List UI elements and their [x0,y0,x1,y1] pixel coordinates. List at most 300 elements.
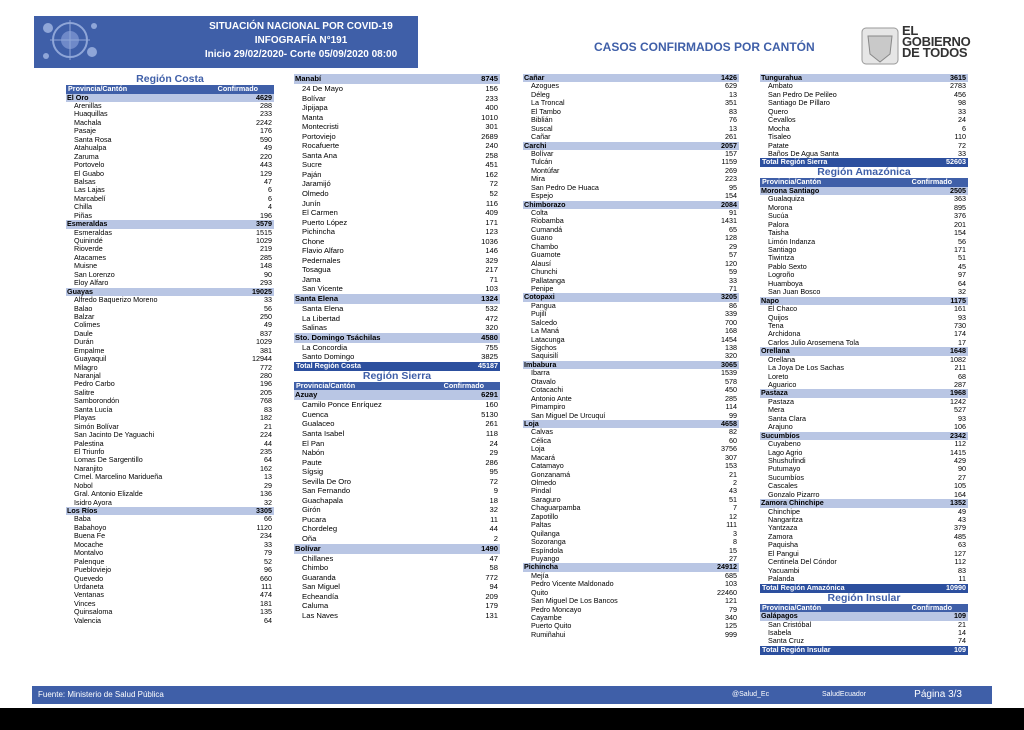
province-row-value: 8745 [481,74,498,83]
canton-row [294,429,500,439]
canton-row-name: Calvas [531,427,553,437]
header-banner [34,16,418,68]
canton-row-value: 472 [485,313,498,323]
canton-row-value: 131 [485,610,498,620]
canton-row-value: 162 [485,169,498,179]
province-row-name: Manabí [295,74,322,83]
canton-row-name: Mocache [74,539,104,549]
province-row [523,420,739,428]
province-row-name: Carchi [524,140,547,150]
canton-row-name: Quilanga [531,528,560,538]
canton-row [523,302,739,310]
province-row-name: Esmeraldas [67,219,108,229]
canton-row-name: Archidona [768,329,801,339]
canton-row-value: 456 [954,89,966,99]
canton-row-value: 72 [958,140,966,150]
canton-row [760,212,968,220]
canton-row [294,199,500,209]
canton-row-value: 95 [489,467,498,477]
canton-row-value: 340 [725,613,737,622]
region-title: Región Sierra [362,369,432,382]
canton-row-name: Zapotillo [531,511,559,521]
canton-row-value: 1539 [721,368,737,378]
canton-row [294,419,500,429]
canton-row-name: Marcabelí [74,193,106,203]
canton-row [294,458,500,468]
canton-row-value: 118 [485,429,498,438]
region-total-row [760,646,968,655]
canton-row-name: Nangaritza [768,515,803,525]
canton-row-value: 168 [725,326,737,336]
canton-row-name: Nobol [74,480,93,490]
canton-row-value: 288 [260,101,272,111]
canton-row [294,265,500,275]
canton-row-value: 72 [489,179,498,189]
province-row-value: 1426 [721,73,737,82]
province-row-value: 3205 [721,292,737,302]
canton-row-value: 32 [489,505,498,515]
canton-row-name: Pichincha [302,227,335,237]
canton-row-name: La Concordia [302,342,348,352]
canton-row-name: Playas [74,413,96,423]
region-total-row-value: 52603 [946,157,966,167]
canton-row-value: 450 [725,385,737,395]
canton-row-name: Chilla [74,202,92,212]
canton-row-name: Limón Indanza [768,236,816,246]
canton-row [294,160,500,170]
canton-row [294,151,500,161]
canton-row-name: Espejo [531,191,553,201]
canton-row-value: 409 [485,208,498,218]
canton-row-name: Las Lajas [74,185,105,195]
page-title: CASOS CONFIRMADOS POR CANTÓN [594,40,815,54]
canton-row-name: Pastaza [768,396,794,406]
page-number: Página 3/3 [914,689,962,700]
header-line1: SITUACIÓN NACIONAL POR COVID-19 [209,21,393,32]
canton-row-name: Quevedo [74,573,104,583]
canton-row [523,631,739,639]
canton-row [294,592,500,602]
canton-row [294,439,500,449]
canton-row-name: Quinsaloma [74,607,113,617]
canton-row-value: 111 [726,520,737,530]
canton-row [294,113,500,123]
canton-row-value: 451 [485,160,498,170]
province-row-value: 2505 [950,185,966,195]
canton-row [760,398,968,406]
canton-row-name: Pindal [531,486,551,496]
canton-row-name: Pucara [302,514,327,524]
canton-row-value: 27 [729,553,737,563]
province-row-value: 1968 [950,388,966,398]
canton-row-name: El Pan [302,438,325,448]
canton-row-name: Simón Bolívar [74,421,119,431]
canton-row-value: 64 [264,455,272,465]
canton-row [66,305,274,313]
province-row-value: 1175 [950,295,966,305]
canton-row-value: 59 [729,267,737,277]
canton-row-name: Colimes [74,320,100,330]
canton-row [294,467,500,477]
canton-row-name: Montúfar [531,165,560,175]
province-row-name: Galápagos [761,611,798,621]
canton-row-value: 201 [954,219,966,229]
canton-row-name: Mera [768,405,785,415]
canton-row-value: 629 [725,81,737,91]
canton-row [294,170,500,180]
canton-row-name: Logroño [768,270,795,280]
canton-row-name: El Chaco [768,304,798,314]
canton-row-value: 86 [729,300,737,310]
facebook-handle[interactable]: SaludEcuador [822,691,866,698]
canton-row-value: 43 [729,486,737,496]
canton-row-value: 2 [493,534,498,544]
canton-row-value: 13 [264,472,272,482]
canton-row-name: Aguarico [768,380,797,390]
column-header [66,85,274,94]
canton-row-name: Tiwintza [768,253,795,263]
province-row-name: Pichincha [524,562,558,572]
canton-row-value: 125 [725,621,737,631]
canton-row-name: Cotacachi [531,385,563,395]
canton-row-value: 63 [958,540,966,550]
canton-row-value: 76 [729,115,737,125]
canton-row-name: Saraguro [531,494,561,504]
canton-row-name: Isidro Ayora [74,497,112,507]
canton-row-name: Yantzaza [768,523,798,533]
canton-row-name: Mira [531,174,545,184]
canton-row-name: Vinces [74,598,96,608]
canton-row-value: 474 [260,590,272,600]
canton-row-value: 233 [485,93,498,103]
canton-row-value: 99 [729,410,737,420]
canton-row [760,364,968,372]
canton-row-name: 24 De Mayo [302,84,343,93]
canton-row [294,132,500,142]
canton-row-value: 110 [954,132,966,142]
canton-row-name: Portoviejo [302,131,336,141]
canton-row-name: Sozoranga [531,537,566,547]
province-row-value: 3065 [721,359,737,369]
canton-row-name: Montalvo [74,548,104,558]
canton-row-name: Biblián [531,115,553,125]
canton-row-name: Tulcán [531,157,553,167]
canton-row-value: 71 [489,274,498,284]
canton-row-value: 52 [264,556,272,566]
canton-row-value: 90 [264,269,272,279]
canton-row [294,323,500,333]
canton-row [760,621,968,629]
canton-row-value: 29 [264,480,272,490]
canton-row-value: 1029 [256,236,272,246]
canton-row-value: 3 [733,528,737,538]
canton-row [294,122,500,132]
canton-row-value: 82 [729,427,737,437]
canton-row-name: Bolívar [302,93,326,103]
canton-row-value: 153 [725,461,737,471]
canton-row-value: 6 [962,123,966,133]
canton-row [66,170,274,178]
footer-bar [32,686,992,704]
canton-row-value: 837 [260,328,272,338]
twitter-handle[interactable]: @Salud_Ec [732,691,770,698]
canton-row-name: Balzar [74,311,95,321]
canton-row-value: 301 [485,122,498,132]
region-total-row-name: Total Región Amazónica [762,582,845,592]
canton-row [294,573,500,583]
canton-row-name: Chunchi [531,267,558,277]
canton-row-name: San Pedro De Pelileo [768,89,837,99]
canton-row-name: Atahualpa [74,143,107,153]
canton-row-value: 261 [725,132,737,142]
canton-row [760,133,968,141]
canton-row-name: Sevilla De Oro [302,476,351,486]
canton-row-value: 18 [489,495,498,505]
region-total-row-name: Total Región Insular [762,644,831,654]
canton-row-value: 329 [485,255,498,265]
canton-row-value: 93 [958,312,966,322]
canton-row [760,288,968,296]
canton-row-name: Baños De Agua Santa [768,148,839,158]
canton-row-name: San Miguel [302,582,340,592]
province-row-name: Tungurahua [761,73,802,82]
canton-row-value: 4 [268,202,272,212]
canton-row-name: San Cristóbal [768,619,812,629]
canton-row-value: 351 [725,98,737,108]
canton-row-name: Guachapala [302,495,343,505]
canton-row-name: Arenillas [74,101,102,111]
region-total-row-name: Total Región Costa [296,360,361,370]
canton-row-value: 269 [725,165,737,175]
canton-row-value: 443 [260,160,272,170]
canton-row [66,279,274,287]
canton-row-name: Macará [531,452,555,462]
canton-row-value: 485 [954,531,966,541]
header-province: Provincia/Cantón [68,84,128,93]
canton-row-name: Puerto Quito [531,621,572,631]
canton-row-name: Quito [531,587,549,597]
canton-row-value: 11 [958,574,966,584]
canton-row-value: 157 [725,148,737,158]
canton-row [294,94,500,104]
canton-row [523,125,739,133]
canton-row-name: Atacames [74,252,106,262]
canton-row-value: 1431 [721,216,737,226]
bottom-bar [0,708,1024,730]
canton-row-value: 160 [485,400,498,410]
canton-row-name: San Lorenzo [74,269,115,279]
canton-row-name: Sucre [302,160,322,170]
canton-row-name: Daule [74,328,93,338]
canton-row-value: 233 [260,109,272,119]
canton-row-name: Nabón [302,448,325,458]
canton-row-value: 7 [733,503,737,513]
canton-row-name: Zaruma [74,151,99,161]
canton-row-name: El Guabo [74,168,104,178]
canton-row-value: 181 [260,598,272,608]
canton-row [760,125,968,133]
canton-row [523,428,739,436]
region-total-row-value: 109 [954,644,966,654]
canton-row-value: 66 [264,514,272,524]
canton-row-name: Oña [302,534,317,544]
canton-row-value: 33 [958,148,966,158]
canton-row-name: Salinas [302,323,327,333]
canton-row [294,284,500,294]
canton-row-name: Gualaceo [302,419,335,429]
canton-row-name: Montecristi [302,122,339,132]
canton-row-value: 293 [260,278,272,288]
canton-row-value: 220 [260,151,272,161]
canton-row-value: 91 [729,208,737,217]
region-total-row-value: 45187 [478,360,498,370]
canton-row-value: 363 [954,194,966,204]
canton-row-value: 12944 [252,354,272,364]
canton-row [760,116,968,124]
canton-row-value: 13 [729,123,737,133]
canton-row [294,275,500,285]
canton-row [523,133,739,141]
province-row-name: Pastaza [761,388,788,398]
canton-row-value: 240 [485,141,498,151]
canton-row-value: 235 [260,446,272,456]
header-province: Provincia/Cantón [762,177,822,187]
canton-row-value: 83 [264,404,272,414]
canton-row-name: Zamora [768,531,793,541]
canton-row-value: 71 [729,283,737,293]
canton-row-value: 182 [260,413,272,423]
canton-row-name: Muisne [74,261,98,271]
canton-row-name: Santo Domingo [302,352,355,362]
province-row [523,563,739,571]
province-row-name: Zamora Chinchipe [761,498,824,508]
canton-row-name: San Juan Bosco [768,287,821,297]
canton-row-name: Santa Clara [768,413,806,423]
canton-row-name: Sucumbíos [768,472,804,482]
canton-row-name: Santa Lucía [74,404,113,414]
canton-row-name: Santa Elena [302,304,344,314]
canton-row-value: 258 [485,150,498,160]
canton-row-value: 83 [958,565,966,575]
province-row [523,201,739,209]
canton-row-value: 83 [729,106,737,116]
canton-row-value: 381 [260,345,272,355]
canton-row-name: Santiago De Píllaro [768,98,830,108]
canton-row-value: 285 [725,393,737,403]
canton-row [66,254,274,262]
canton-row [523,150,739,158]
province-row-value: 3305 [256,506,272,516]
canton-row-value: 532 [485,304,498,314]
canton-row-value: 196 [260,210,272,220]
province-row-name: Chimborazo [524,199,566,209]
canton-row [294,343,500,353]
canton-row-value: 72 [489,476,498,486]
canton-row-value: 21 [958,619,966,629]
province-row [294,74,500,84]
canton-row-name: Samborondón [74,396,120,406]
canton-row-name: Patate [768,140,789,150]
canton-row-name: Sígsig [302,467,324,477]
canton-row-value: 2689 [481,131,498,141]
canton-row-name: San Vicente [302,284,343,294]
canton-row-value: 120 [725,258,737,268]
canton-row-value: 660 [260,573,272,583]
province-row-value: 109 [954,611,966,621]
canton-row-value: 135 [260,607,272,617]
canton-row-name: Guamote [531,250,561,260]
canton-row-name: Esmeraldas [74,227,112,237]
canton-row-value: 219 [260,244,272,254]
canton-row-name: Eloy Alfaro [74,278,109,288]
canton-row-value: 154 [725,191,737,201]
canton-row-value: 768 [260,396,272,406]
canton-row-name: Huamboya [768,278,803,288]
canton-row [760,204,968,212]
canton-row-name: Cuenca [302,409,329,419]
canton-row-name: Loreto [768,371,789,381]
canton-row-value: 250 [260,311,272,321]
province-row-name: Sto. Domingo Tsáchilas [295,332,381,342]
canton-row [294,477,500,487]
canton-row-value: 103 [485,284,498,294]
canton-row-value: 286 [485,457,498,467]
canton-row-value: 685 [725,570,737,580]
column-header [294,382,500,391]
header-line3: Inicio 29/02/2020- Corte 05/09/2020 08:00 [204,49,398,60]
canton-row [294,611,500,621]
canton-row-value: 234 [260,531,272,541]
province-row-name: Cotopaxi [524,292,555,302]
canton-row-name: Carlos Julio Arosemena Tola [768,337,859,347]
government-logo-text: EL GOBIERNO DE TODOS [902,23,971,60]
canton-row-value: 730 [954,320,966,330]
canton-row [294,534,500,544]
canton-row-name: Olmedo [531,478,557,487]
canton-row-value: 1010 [481,112,498,122]
canton-row-name: Puebloviejo [74,565,112,575]
province-row-name: El Oro [67,92,89,102]
canton-row-value: 5130 [481,409,498,419]
canton-row-name: Jipijapa [302,103,328,113]
canton-row-value: 176 [260,126,272,136]
canton-row-name: Paquisha [768,540,798,550]
province-row-name: Napo [761,295,779,305]
canton-row-name: Arajuno [768,422,793,432]
canton-row-value: 79 [729,604,737,614]
canton-row-value: 24 [958,115,966,125]
canton-row-name: Olmedo [302,189,329,199]
canton-row [760,381,968,389]
region-title: Región Amazónica [817,166,911,179]
canton-row-value: 49 [958,506,966,516]
canton-row [523,445,739,453]
canton-row-value: 179 [485,601,498,611]
province-row-name: Bolívar [295,543,321,553]
canton-row-value: 51 [958,253,966,263]
canton-row-name: Pujilí [531,309,547,319]
province-row-value: 1648 [950,346,966,356]
canton-row-value: 56 [958,236,966,246]
header-confirmed: Confirmado [911,602,952,612]
canton-row-name: Morona [768,202,793,212]
virus-icon [34,16,106,68]
canton-row-value: 21 [729,469,737,479]
canton-row-name: Riobamba [531,216,564,226]
canton-row [294,601,500,611]
canton-row [294,524,500,534]
canton-row-value: 376 [954,211,966,221]
